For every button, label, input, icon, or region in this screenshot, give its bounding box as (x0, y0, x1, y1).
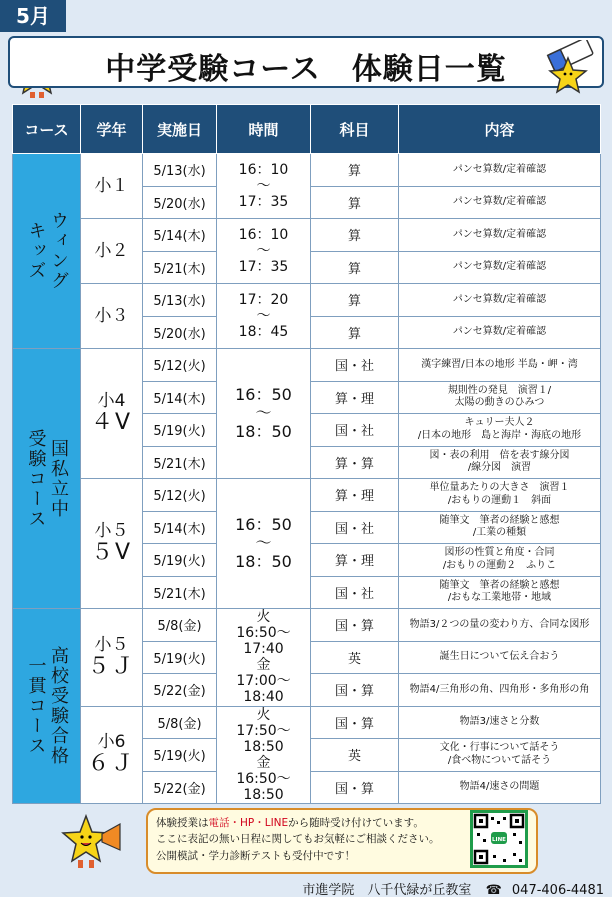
course-cell (13, 609, 81, 804)
header-grade: 学年 (81, 105, 143, 154)
mascot-star-megaphone-icon (58, 812, 128, 876)
content-cell: 随筆文 筆者の経験と感想 /工業の種類 (399, 511, 601, 544)
date-cell: 5/14(木) (143, 511, 217, 544)
notice-line-3: 公開模試・学力診断テストも受付中です！ (156, 849, 356, 862)
table-row (13, 706, 601, 739)
content-cell: 文化・行事について話そう /食べ物について話そう (399, 739, 601, 772)
table-row (13, 349, 601, 382)
date-cell: 5/13(水) (143, 284, 217, 317)
date-cell: 5/14(木) (143, 381, 217, 414)
course-cell (13, 154, 81, 349)
grade-label: ５V (90, 539, 133, 565)
grade-label: ４V (90, 409, 133, 435)
time-cell (217, 609, 311, 707)
content-cell: 図・表の利用 倍を表す線分図 /線分図 演習 (399, 446, 601, 479)
table-row (13, 154, 601, 187)
time-text: 16：50 (235, 384, 292, 404)
content-cell: パンセ算数/定着確認 (399, 154, 601, 187)
time-text: ～ (256, 307, 271, 324)
subject-cell: 算 (311, 284, 399, 317)
subject-cell: 算 (311, 219, 399, 252)
subject-cell: 算 (311, 316, 399, 349)
table-row (13, 609, 601, 642)
grade-cell (81, 479, 143, 609)
subject-cell: 算・理 (311, 381, 399, 414)
time-cell (217, 284, 311, 349)
content-cell: 漢字練習/日本の地形 半島・岬・湾 (399, 349, 601, 382)
content-cell: 物語4/三角形の角、四角形・多角形の角 (399, 674, 601, 707)
content-cell: 規則性の発見 演習１/ 太陽の動きのひみつ (399, 381, 601, 414)
time-text: 17:50～18:50 (236, 722, 291, 755)
contact-methods: 電話・HP・LINE (208, 817, 289, 829)
title-box (8, 36, 604, 88)
header-subject: 科目 (311, 105, 399, 154)
content-cell: パンセ算数/定着確認 (399, 316, 601, 349)
date-cell: 5/22(金) (143, 771, 217, 804)
content-cell: 物語4/速さの問題 (399, 771, 601, 804)
subject-cell: 英 (311, 641, 399, 674)
time-text: 金 (256, 754, 271, 771)
time-cell (217, 349, 311, 479)
time-text: 16：50 (235, 514, 292, 534)
qr-line-label: LINE (492, 837, 506, 843)
content-cell: 単位量あたりの大きさ 演習１ /おもりの運動１ 斜面 (399, 479, 601, 512)
notice-text: から随時受け付けています。 (288, 817, 424, 829)
table-row (13, 219, 601, 252)
content-cell: 物語3/速さと分数 (399, 706, 601, 739)
date-cell: 5/21(木) (143, 251, 217, 284)
grade-cell (81, 609, 143, 707)
subject-cell: 算・理 (311, 544, 399, 577)
course-name: ウィング キッズ (25, 211, 69, 291)
date-cell: 5/20(水) (143, 186, 217, 219)
date-cell: 5/21(木) (143, 446, 217, 479)
qr-pattern-icon (473, 813, 525, 865)
time-cell (217, 154, 311, 219)
date-cell: 5/12(火) (143, 479, 217, 512)
course-cell (13, 349, 81, 609)
subject-cell: 国・社 (311, 511, 399, 544)
content-cell: パンセ算数/定着確認 (399, 251, 601, 284)
time-text: ～ (256, 177, 271, 194)
time-text: 16：10 (238, 161, 289, 178)
time-text: 金 (256, 657, 271, 674)
time-text: ～ (255, 403, 272, 423)
time-text: ～ (256, 242, 271, 259)
grade-cell (81, 284, 143, 349)
grade-label: 小５ (94, 634, 129, 655)
time-cell (217, 706, 311, 804)
subject-cell: 国・社 (311, 576, 399, 609)
time-text: 16:50～17:40 (236, 625, 291, 658)
grade-label: 小５ (94, 521, 129, 542)
subject-cell: 国・算 (311, 771, 399, 804)
content-cell: キュリー夫人２ /日本の地形 島と海岸・海底の地形 (399, 414, 601, 447)
date-cell: 5/19(火) (143, 544, 217, 577)
time-cell (217, 219, 311, 284)
grade-label: 小１ (94, 175, 129, 196)
time-text: 18：50 (235, 551, 292, 571)
time-text: 火 (256, 706, 271, 723)
grade-cell (81, 154, 143, 219)
content-cell: パンセ算数/定着確認 (399, 219, 601, 252)
grade-label: 小２ (94, 240, 129, 261)
grade-label: 小３ (94, 305, 129, 326)
grade-label: 小6 (97, 732, 126, 753)
time-text: 17:00～18:40 (236, 673, 291, 706)
time-text: 16：10 (238, 226, 289, 243)
table-header-row (13, 105, 601, 154)
grade-cell (81, 706, 143, 804)
subject-cell: 国・算 (311, 609, 399, 642)
time-text: 火 (256, 609, 271, 625)
subject-cell: 英 (311, 739, 399, 772)
time-text: 17：20 (238, 291, 289, 308)
header-content: 内容 (399, 105, 601, 154)
date-cell: 5/12(火) (143, 349, 217, 382)
time-text: ～ (255, 533, 272, 553)
header-date: 実施日 (143, 105, 217, 154)
content-cell: パンセ算数/定着確認 (399, 284, 601, 317)
course-name: 高校受験合格 一貫コース (25, 646, 69, 767)
subject-cell: 国・算 (311, 706, 399, 739)
course-name: 国私立中 受験コース (25, 428, 69, 529)
date-cell: 5/8(金) (143, 706, 217, 739)
content-cell: 誕生日について伝え合おう (399, 641, 601, 674)
subject-cell: 国・社 (311, 414, 399, 447)
date-cell: 5/22(金) (143, 674, 217, 707)
phone-icon: ☎ (485, 883, 502, 898)
page-title: 中学受験コース 体験日一覧 (105, 52, 507, 87)
time-text: 17：35 (238, 194, 289, 211)
notice-line-2: ここに表記の無い日程に関してもお気軽にご相談ください。 (156, 833, 440, 846)
subject-cell: 国・算 (311, 674, 399, 707)
grade-cell (81, 349, 143, 479)
subject-cell: 国・社 (311, 349, 399, 382)
phone-number[interactable]: 047-406-4481 (511, 883, 604, 898)
month-tab: 5月 (0, 0, 66, 32)
date-cell: 5/20(水) (143, 316, 217, 349)
time-cell (217, 479, 311, 609)
date-cell: 5/19(火) (143, 641, 217, 674)
schedule-table (12, 104, 601, 804)
date-cell: 5/21(木) (143, 576, 217, 609)
notice-text: 体験授業は (156, 817, 209, 829)
header-time: 時間 (217, 105, 311, 154)
date-cell: 5/14(木) (143, 219, 217, 252)
content-cell: 物語3/２つの量の変わり方、合同な図形 (399, 609, 601, 642)
table-row (13, 479, 601, 512)
content-cell: 随筆文 筆者の経験と感想 /おもな工業地帯・地域 (399, 576, 601, 609)
header-course: コース (13, 105, 81, 154)
table-row (13, 284, 601, 317)
date-cell: 5/8(金) (143, 609, 217, 642)
date-cell: 5/13(水) (143, 154, 217, 187)
date-cell: 5/19(火) (143, 739, 217, 772)
time-text: 18：50 (235, 421, 292, 441)
time-text: 17：35 (238, 259, 289, 276)
time-text: 16:50～18:50 (236, 770, 291, 804)
subject-cell: 算 (311, 186, 399, 219)
content-cell: パンセ算数/定着確認 (399, 186, 601, 219)
mascot-star-eraser-icon (536, 40, 600, 102)
subject-cell: 算 (311, 154, 399, 187)
line-qr-code[interactable] (470, 810, 528, 868)
content-cell: 図形の性質と角度・合同 /おもりの運動２ ふりこ (399, 544, 601, 577)
subject-cell: 算・算 (311, 446, 399, 479)
grade-label: ５Ｊ (87, 653, 136, 679)
footer (302, 879, 604, 898)
subject-cell: 算・理 (311, 479, 399, 512)
subject-cell: 算 (311, 251, 399, 284)
grade-label: 小4 (97, 391, 126, 412)
date-cell: 5/19(火) (143, 414, 217, 447)
grade-label: ６Ｊ (87, 751, 136, 777)
grade-cell (81, 219, 143, 284)
school-name: 市進学院 八千代緑が丘教室 (302, 883, 472, 898)
time-text: 18：45 (238, 324, 289, 341)
